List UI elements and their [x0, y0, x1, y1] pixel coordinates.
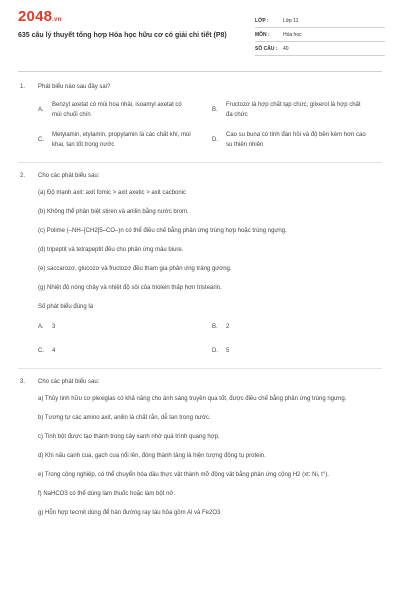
question-text: Cho các phát biểu sau: — [38, 173, 100, 179]
option-c[interactable]: C. 4 — [38, 348, 56, 354]
meta-label: MÔN : — [255, 31, 270, 38]
statement: (b) Không thể phân biệt stiren và anilin bằng nước brom. — [38, 209, 189, 215]
meta-label: SỐ CÂU : — [255, 45, 278, 52]
option-d[interactable]: D. 5 — [212, 348, 230, 354]
statement: c) Tinh bột được tạo thành trong cây xanh nhờ quá trình quang hợp. — [38, 434, 220, 440]
question-prompt: Số phát biểu đúng là — [38, 304, 94, 310]
site-logo[interactable]: 2048.vn — [18, 8, 62, 25]
question-divider — [18, 162, 382, 163]
statement: (e) saccarozơ, glucozơ và fructozơ đều tham gia phản ứng tráng gương. — [38, 266, 232, 272]
option-c[interactable]: C. Metylamin, etylamin, propylamin là các chất khí, mùi khai, tan tốt trong nước — [38, 132, 191, 148]
option-a[interactable]: A. 3 — [38, 324, 56, 330]
question-2 — [18, 173, 382, 356]
statement: f) NaHCO3 có thể dùng làm thuốc hoặc làm bột nở. — [38, 491, 176, 497]
meta-row-subject — [255, 28, 385, 42]
question-text: Cho các phát biểu sau: — [38, 379, 100, 385]
answer-options — [38, 322, 382, 356]
meta-row-class — [255, 14, 385, 28]
statement: d) Khi nấu canh cua, gạch cua nổi lên, đóng thành tảng là hiện tượng đông tụ protein. — [38, 453, 266, 459]
question-number: 3. — [20, 379, 26, 385]
option-d[interactable]: D. Cao su buna có tính đàn hồi và độ bền kém hơn cao su thiên nhiên — [212, 132, 366, 148]
meta-value: Lớp 11 — [283, 17, 299, 24]
header-divider — [18, 71, 382, 72]
option-b[interactable]: B. 2 — [212, 324, 230, 330]
doc-header — [0, 0, 400, 64]
question-number: 1. — [20, 84, 26, 90]
doc-title: 635 câu lý thuyết tổng hợp Hóa học hữu cơ có giải chi tiết (P8) — [18, 32, 227, 39]
statement: (c) Polime (–NH–[CH2]5–CO–)n có thể điều chế bằng phản ứng trùng hợp hoặc trùng ngưng. — [38, 228, 287, 234]
answer-options — [38, 100, 382, 150]
question-1 — [18, 84, 382, 150]
meta-value: Hóa học — [283, 31, 302, 38]
question-divider — [18, 368, 382, 369]
statement: g) Hỗn hợp tecmit dùng để hàn đường ray tàu hỏa gồm Al và Fe2O3 — [38, 510, 221, 516]
statement: e) Trong công nghiệp, có thể chuyển hóa dầu thực vật thành mỡ động vật bằng phản ứng cộng H2 (xt: Ni, t°). — [38, 472, 329, 478]
option-a[interactable]: A. Benzyl axetat có mùi hoa nhài, isoamyl axetat có mùi chuối chín — [38, 102, 182, 118]
meta-row-count — [255, 42, 385, 56]
question-text: Phát biểu nào sau đây sai? — [38, 84, 111, 90]
question-number: 2. — [20, 173, 26, 179]
question-3 — [18, 379, 382, 518]
statement: (a) Độ mạnh axit: axit fomic > axit axetic > axit cacbonic — [38, 190, 187, 196]
statement: a) Thủy tinh hữu cơ plexiglas có khả năng cho ánh sáng truyền qua tốt, được điều chế bằng phản ứng trùng ngưng. — [38, 396, 347, 402]
meta-table — [255, 14, 385, 56]
option-b[interactable]: B. Fructozơ là hợp chất tạp chức, glixerol là hợp chất đa chức — [212, 102, 361, 118]
statement: b) Tương tự các amino axit, anilin là chất rắn, dễ tan trong nước. — [38, 415, 211, 421]
meta-value: 40 — [283, 45, 289, 52]
question-list — [18, 78, 382, 518]
statement: (d) tripeptit và tetrapeptit đều cho phản ứng màu biure. — [38, 247, 184, 253]
statement: (g) Nhiệt độ nóng chảy và nhiệt độ sôi của triolein thấp hơn tristearin. — [38, 285, 222, 291]
meta-label: LỚP : — [255, 17, 269, 24]
